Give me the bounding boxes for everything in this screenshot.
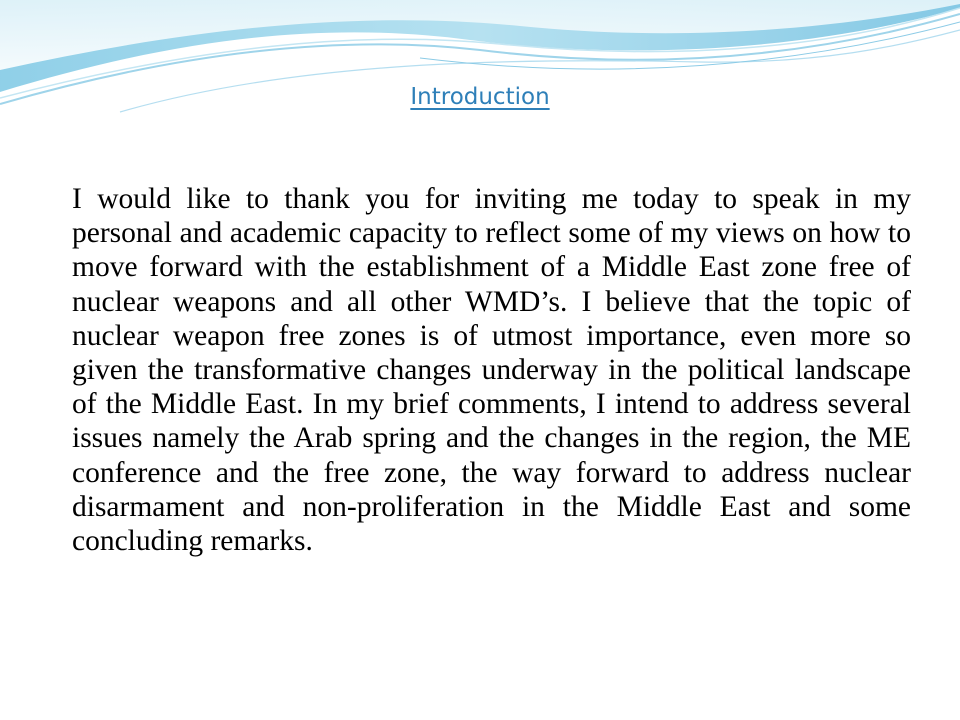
body-paragraph: I would like to thank you for inviting me today to speak in my personal and academic capacity to reflect some of my views on how to move forward with the establishment of a Middle East zone free of nuclear weapons and all other WMD’s. I believe that the topic of nuclear weapon free zones is of utmost importance, even more so given the transformative changes underway in the political landscape of the Middle East. In my brief comments, I intend to address several issues namely the Arab spring and the changes in the region, the ME conference and the free zone, the way forward to address nuclear disarmament and non-proliferation in the Middle East and some concluding remarks. [72, 183, 911, 558]
slide-title: Introduction [410, 84, 550, 110]
